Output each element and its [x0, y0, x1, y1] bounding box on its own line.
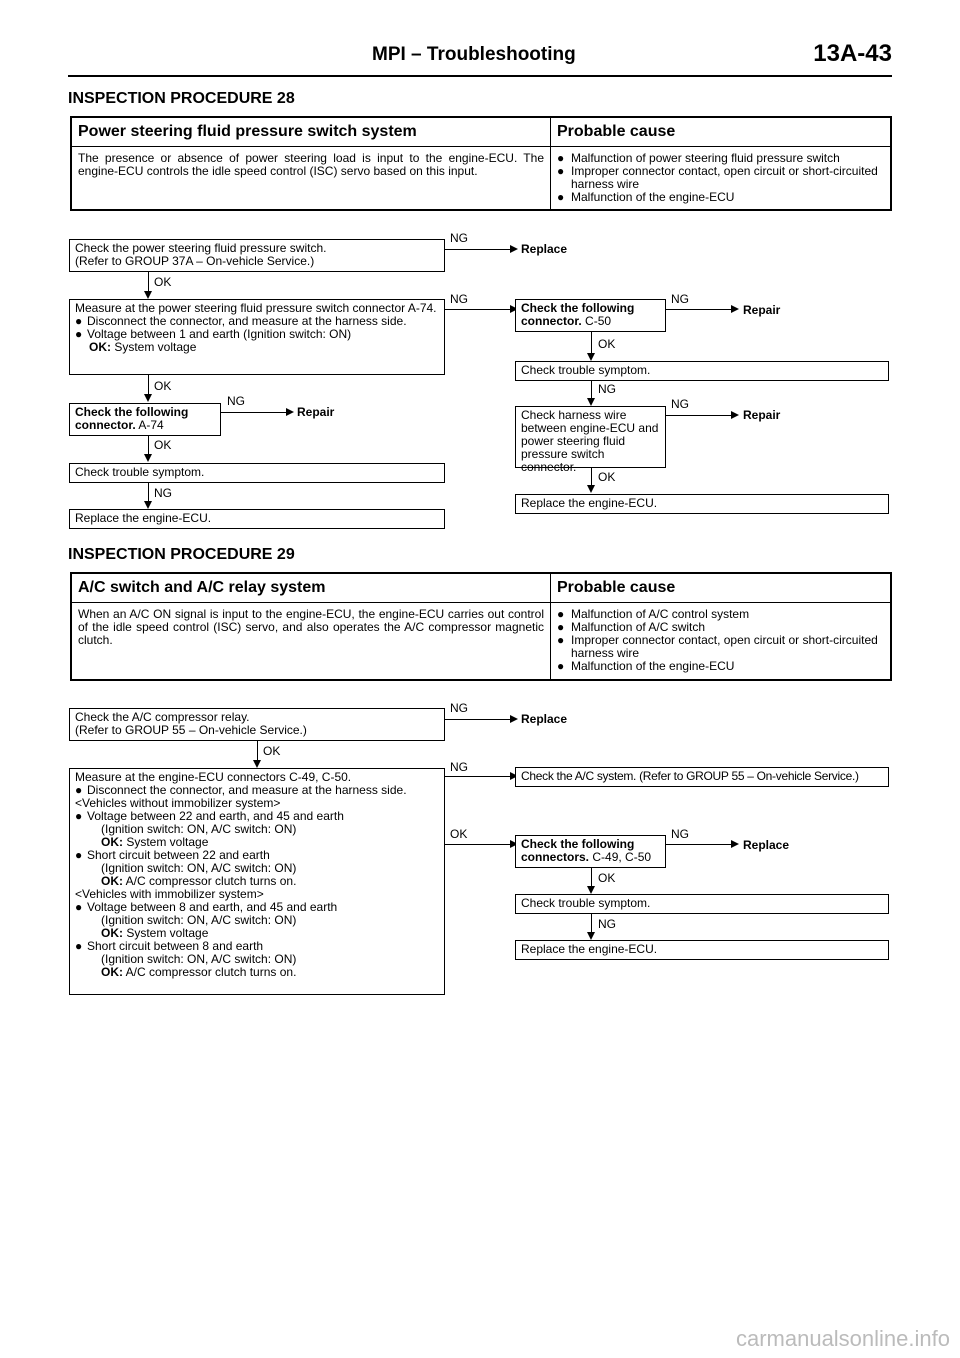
arrow-down-icon [144, 394, 152, 402]
flow28-ng-label: NG [598, 382, 616, 396]
flow29-arrow-line [445, 719, 511, 720]
section-28-title: INSPECTION PROCEDURE 28 [68, 90, 295, 107]
flow28-ok-label: OK [154, 379, 172, 393]
table-29-cause-header: Probable cause [551, 573, 892, 603]
flow29-check-connectors-c49-c50: Check the following connectors. C-49, C-50 [515, 835, 666, 868]
flow28-ng-label: NG [154, 486, 172, 500]
flow29-connector [257, 741, 258, 761]
arrow-down-icon [587, 886, 595, 894]
cause-item: ● Malfunction of power steering fluid pressure switch [557, 151, 840, 165]
page-number: 13A-43 [813, 40, 892, 67]
flow29-ng-label: NG [450, 701, 468, 715]
flow29-connector [591, 868, 592, 887]
flow29-check-ac-system: Check the A/C system. (Refer to GROUP 55 – On-vehicle Service.) [515, 767, 889, 787]
flow28-check-trouble-symptom-right: Check trouble symptom. [515, 361, 889, 381]
cause-item: ● Malfunction of A/C switch [557, 620, 706, 634]
cause-item: ● Improper connector contact, open circuit or short-circuited harness wire [557, 164, 878, 191]
flow28-repair-result: Repair [297, 405, 335, 419]
flow29-ok-label: OK [263, 744, 281, 758]
arrow-down-icon [144, 454, 152, 462]
arrow-right-icon [510, 715, 518, 723]
flow28-ok-label: OK [598, 470, 616, 484]
flow28-ok-label: OK [154, 275, 172, 289]
flow29-arrow-line [445, 844, 511, 845]
flow29-measure-ecu-connectors: Measure at the engine-ECU connectors C-49, C-50. ● Disconnect the connector, and measure at the harness side. <Vehicles without immobilizer system> ● Voltage between 22 and earth, and 45 and earth (Ignition switch: ON, A/C switch: ON) OK: System voltage ● Short circuit between 22 and earth (Ignition switch: ON, A/C switch: ON) OK: A/C compressor clutch turns on. <Vehicles with immobilizer system> ● Voltage between 8 and earth, and 45 and earth (Ignition switch: ON, A/C switch: ON) OK: System voltage ● Short circuit between 8 and earth (Ignition switch: ON, A/C switch: ON) OK: A/C compressor clutch turns on. [69, 768, 445, 995]
table-28-cause-header: Probable cause [551, 117, 892, 147]
flow28-arrow-line [445, 249, 511, 250]
cause-item: ● Improper connector contact, open circuit or short-circuited harness wire [557, 633, 878, 660]
flow29-ng-label: NG [598, 917, 616, 931]
flow28-arrow-line [666, 415, 732, 416]
flow29-arrow-line [666, 844, 732, 845]
flow29-ok-label: OK [450, 827, 468, 841]
cause-table-29 [70, 572, 892, 681]
flow28-connector [148, 375, 149, 395]
flow29-ok-label: OK [598, 871, 616, 885]
flow29-ng-label: NG [671, 827, 689, 841]
arrow-down-icon [253, 760, 261, 768]
flow29-ng-label: NG [450, 760, 468, 774]
flow28-arrow-line [666, 309, 732, 310]
flow28-replace-ecu-right: Replace the engine-ECU. [515, 494, 889, 514]
flow28-ng-label: NG [450, 231, 468, 245]
table-28-causes [551, 147, 892, 211]
flow29-arrow-line [445, 776, 511, 777]
flow28-connector [591, 332, 592, 354]
flow28-check-harness-wire: Check harness wire between engine-ECU and power steering fluid pressure switch connector. [515, 406, 666, 468]
flow29-replace-ecu: Replace the engine-ECU. [515, 940, 889, 960]
flow28-ng-label: NG [450, 292, 468, 306]
header-rule [68, 75, 892, 77]
flow28-ok-label: OK [598, 337, 616, 351]
flow28-check-trouble-symptom: Check trouble symptom. [69, 463, 445, 483]
arrow-down-icon [587, 353, 595, 361]
arrow-right-icon [286, 408, 294, 416]
arrow-down-icon [587, 932, 595, 940]
arrow-right-icon [731, 840, 739, 848]
flow28-repair-result: Repair [743, 408, 781, 422]
flow29-replace-result: Replace [743, 838, 790, 852]
arrow-right-icon [731, 305, 739, 313]
flow29-connector [591, 914, 592, 933]
flow28-repair-result: Repair [743, 303, 781, 317]
flow28-connector [148, 436, 149, 455]
flow28-check-connector-c50: Check the following connector. C-50 [515, 299, 666, 332]
table-28-description: The presence or absence of power steering load is input to the engine-ECU. The engine-ECU controls the idle speed control (ISC) servo based on this input. [71, 147, 551, 211]
flow28-connector [148, 483, 149, 502]
flow28-check-connector-a74: Check the following connector. A-74 [69, 403, 221, 436]
table-28-system-header: Power steering fluid pressure switch system [71, 117, 551, 147]
flow28-replace-ecu: Replace the engine-ECU. [69, 509, 445, 529]
flow28-connector [148, 272, 149, 292]
arrow-down-icon [587, 485, 595, 493]
flow29-replace-result: Replace [521, 712, 568, 726]
flow28-ng-label: NG [671, 397, 689, 411]
flow28-ng-label: NG [227, 394, 245, 408]
arrow-right-icon [510, 245, 518, 253]
flow29-check-ac-relay: Check the A/C compressor relay. (Refer to GROUP 55 – On-vehicle Service.) [69, 708, 445, 741]
flow28-measure-connector: Measure at the power steering fluid pressure switch connector A-74. ● Disconnect the connector, and measure at the harness side. ● Voltage between 1 and earth (Ignition switch: ON) OK: System voltage [69, 299, 445, 375]
flow28-check-pressure-switch: Check the power steering fluid pressure switch. (Refer to GROUP 37A – On-vehicle Service.) [69, 239, 445, 272]
cause-table-28 [70, 116, 892, 211]
arrow-down-icon [587, 398, 595, 406]
footer-watermark: carmanualsonline.info [735, 1326, 950, 1351]
header-title: MPI – Troubleshooting [372, 44, 576, 65]
arrow-down-icon [144, 291, 152, 299]
arrow-right-icon [731, 411, 739, 419]
flow28-arrow-line [221, 412, 287, 413]
flow28-connector [591, 468, 592, 486]
table-29-causes [551, 603, 892, 681]
flow28-ng-label: NG [671, 292, 689, 306]
cause-item: ● Malfunction of A/C control system [557, 607, 750, 621]
cause-item: ● Malfunction of the engine-ECU [557, 190, 735, 204]
flow28-connector [591, 381, 592, 399]
section-29-title: INSPECTION PROCEDURE 29 [68, 546, 295, 563]
flow28-replace-result: Replace [521, 242, 568, 256]
flow29-check-trouble-symptom: Check trouble symptom. [515, 894, 889, 914]
cause-item: ● Malfunction of the engine-ECU [557, 659, 735, 673]
table-29-system-header: A/C switch and A/C relay system [71, 573, 551, 603]
table-29-description: When an A/C ON signal is input to the engine-ECU, the engine-ECU carries out control of the idle speed control (ISC) servo, and also operates the A/C compressor magnetic clutch. [71, 603, 551, 681]
flow28-arrow-line [445, 309, 511, 310]
flow28-ok-label: OK [154, 438, 172, 452]
arrow-down-icon [144, 501, 152, 509]
